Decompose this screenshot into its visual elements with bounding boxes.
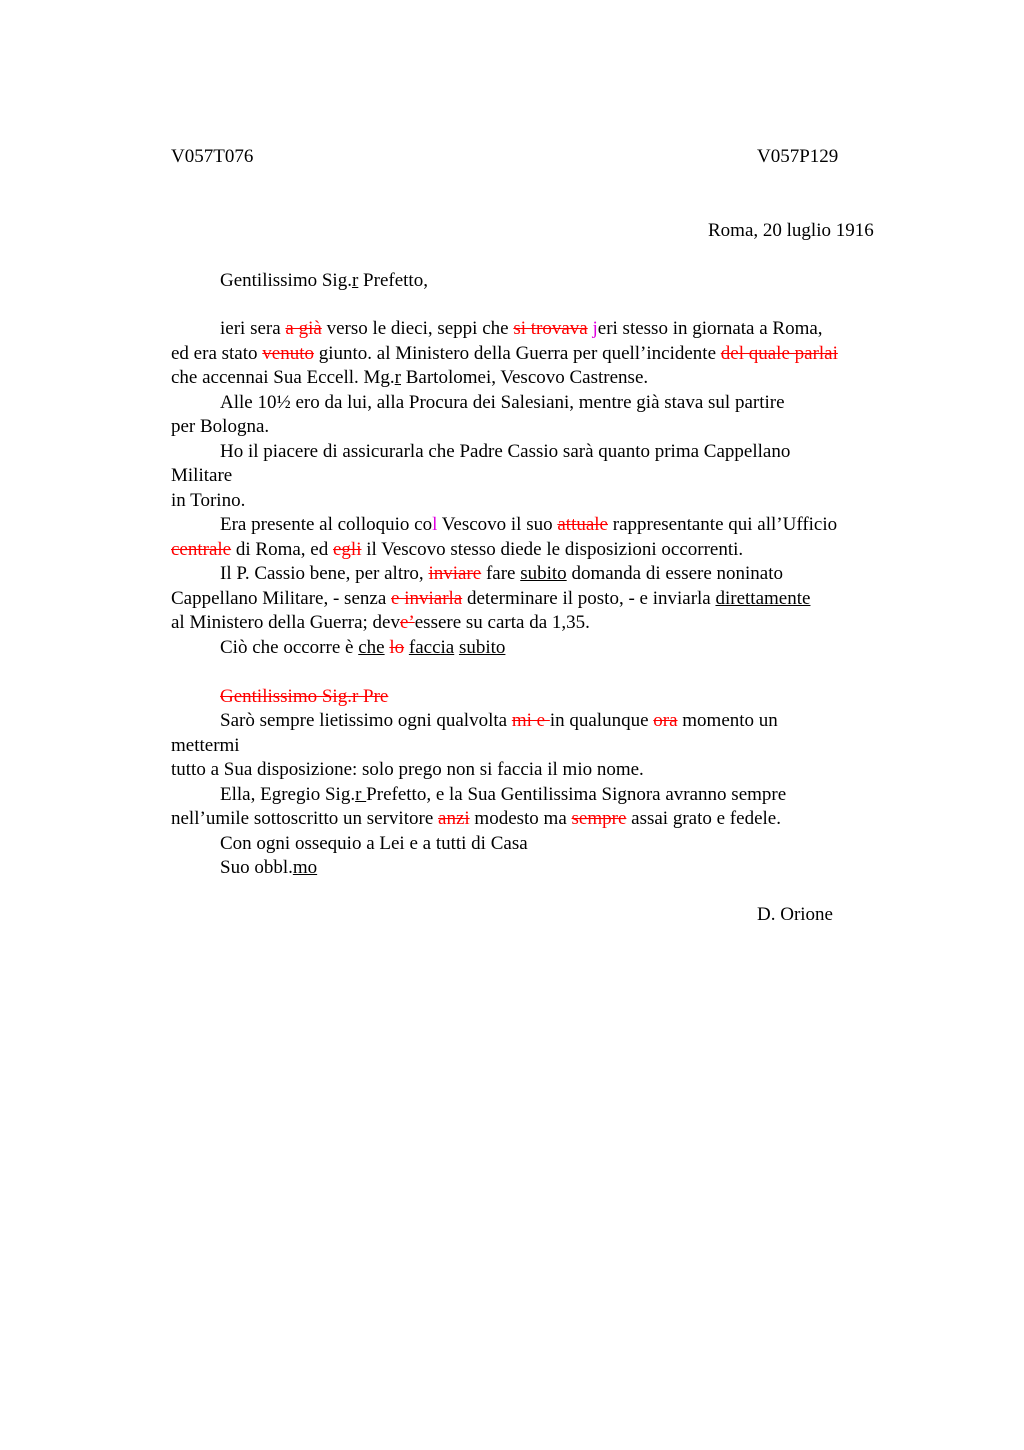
text-line-8: in Torino.: [171, 490, 246, 511]
text-line-10: centrale di Roma, ed egli il Vescovo stesso diede le disposizioni occorrenti.: [171, 539, 744, 560]
text-line-11: Il P. Cassio bene, per altro, inviare fare subito domanda di essere noninato: [220, 563, 784, 584]
text-line-1: ieri sera a già verso le dieci, seppi che si trovava jeri stesso in giornata a Roma,: [220, 318, 823, 339]
text-line-9: Era presente al colloquio col Vescovo il suo attuale rappresentante qui all’Ufficio: [220, 514, 838, 535]
letter-date: Roma, 20 luglio 1916: [708, 220, 874, 241]
text-line-16: Sarò sempre lietissimo ogni qualvolta mi e in qualunque ora momento un: [220, 710, 778, 731]
text-line-14: Ciò che occorre è che lo faccia subito: [220, 637, 506, 658]
text-line-19: Ella, Egregio Sig.r Prefetto, e la Sua Gentilissima Signora avranno sempre: [220, 784, 787, 805]
closing-line: Suo obbl.mo: [220, 857, 318, 878]
text-line-18: tutto a Sua disposizione: solo prego non si faccia il mio nome.: [171, 759, 644, 780]
text-line-2: ed era stato venuto giunto. al Ministero della Guerra per quell’incidente del quale parlai: [171, 343, 838, 364]
deleted-salutation: Gentilissimo Sig.r Pre: [220, 686, 389, 707]
text-line-20: nell’umile sottoscritto un servitore anzi modesto ma sempre assai grato e fedele.: [171, 808, 781, 829]
text-line-4: Alle 10½ ero da lui, alla Procura dei Salesiani, mentre già stava sul partire: [220, 392, 785, 413]
signature: D. Orione: [757, 904, 833, 925]
text-line-7: Militare: [171, 465, 233, 486]
text-line-6: Ho il piacere di assicurarla che Padre Cassio sarà quanto prima Cappellano: [220, 441, 791, 462]
document-code-right: V057P129: [757, 146, 839, 167]
text-line-3: che accennai Sua Eccell. Mg.r Bartolomei, Vescovo Castrense.: [171, 367, 649, 388]
text-line-12: Cappellano Militare, - senza e inviarla determinare il posto, - e inviarla direttamente: [171, 588, 811, 609]
text-line-13: al Ministero della Guerra; deve’essere su carta da 1,35.: [171, 612, 590, 633]
text-line-17: mettermi: [171, 735, 240, 756]
document-code-left: V057T076: [171, 146, 254, 167]
text-line-5: per Bologna.: [171, 416, 270, 437]
text-line-21: Con ogni ossequio a Lei e a tutti di Casa: [220, 833, 528, 854]
salutation: Gentilissimo Sig.r Prefetto,: [220, 270, 428, 291]
